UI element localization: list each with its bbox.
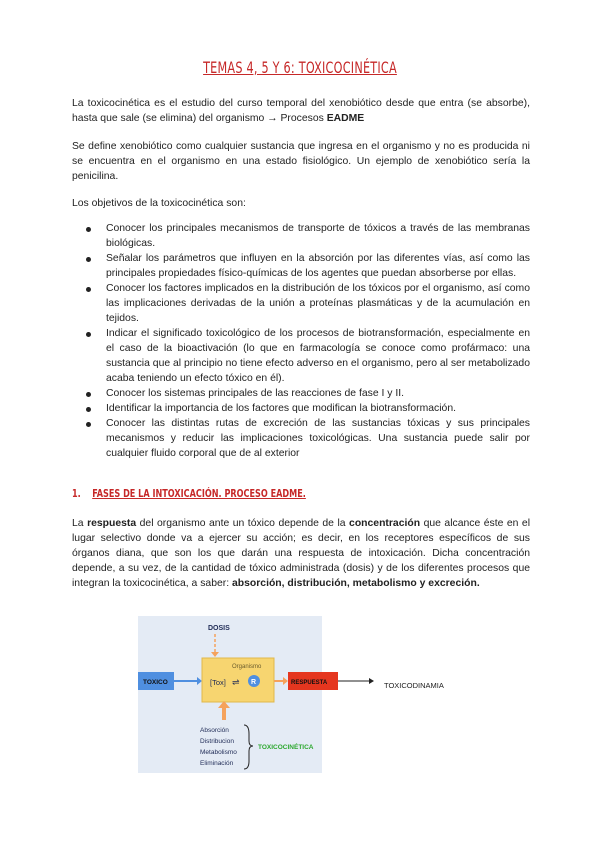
toxicodinamia-label: TOXICODINAMIA (384, 681, 444, 690)
process-metabolismo: Metabolismo (200, 749, 237, 756)
toxico-label: TOXICO (143, 679, 168, 686)
list-item: Señalar los parámetros que influyen en la absorción por las diferentes vías, así como las principales propiedades físico-químicas de los agentes que puedan absorberse por ellas. (72, 251, 530, 281)
list-item: Conocer las distintas rutas de excreción de las sustancias tóxicas y sus principales mecanismos y reducir las implicaciones toxicológicas. Una sustancia puede salir por cualquier fluido corporal que de al exterior (72, 416, 530, 461)
bullet-icon (86, 422, 91, 427)
section-title: FASES DE LA INTOXICACIÓN. PROCESO EADME. (92, 487, 306, 500)
bullet-icon (86, 407, 91, 412)
section-heading (72, 487, 306, 500)
toxicokinetics-diagram (138, 616, 462, 773)
list-item: Conocer los sistemas principales de las reacciones de fase I y II. (72, 386, 530, 401)
list-item: Conocer los principales mecanismos de transporte de tóxicos a través de las membranas biológicas. (72, 221, 530, 251)
intro-paragraph-3: Los objetivos de la toxicocinética son: (72, 198, 246, 209)
bullet-icon (86, 392, 91, 397)
bullet-icon (86, 287, 91, 292)
page-title: TEMAS 4, 5 Y 6: TOXICOCINÉTICA (203, 58, 397, 77)
bullet-icon (86, 332, 91, 337)
process-absorcion: Absorción (200, 727, 229, 734)
intro-paragraph-2: Se define xenobiótico como cualquier sustancia que ingresa en el organismo y no es producida ni se encuentra en el organismo en una estado fisiológico. Un ejemplo de xenobiótico sería la penicilina. (72, 141, 530, 182)
objectives-list (72, 221, 530, 461)
intro-paragraph-1: La toxicocinética es el estudio del curso temporal del xenobiótico desde que entra (se absorbe), hasta que sale (se elimina) del organismo → Procesos EADME (72, 98, 530, 124)
equilibrium-icon: ⇌ (232, 678, 240, 688)
process-eliminacion: Eliminación (200, 760, 234, 767)
list-item: Indicar el significado toxicológico de los procesos de biotransformación, especialmente en el caso de la bioactivación (lo que en farmacología se conoce como profármaco: una sustancia que al principio no tiene efecto adverso en el organismo, pero al ser metabolizado acaba teniendo un efecto tóxico en él). (72, 326, 530, 386)
bullet-icon (86, 227, 91, 232)
toxicocinetica-label: TOXICOCINÉTICA (258, 744, 314, 751)
list-item: Conocer los factores implicados en la distribución de los tóxicos por el organismo, así como las implicaciones derivadas de la unión a proteínas plasmáticas y de la acumulación en tejidos. (72, 281, 530, 326)
organismo-label: Organismo (232, 664, 262, 670)
bullet-icon (86, 257, 91, 262)
section-number: 1. (72, 487, 81, 500)
tox-concentration-label: [Tox] (210, 678, 226, 687)
process-distribucion: Distribucion (200, 738, 234, 745)
section-paragraph: La respuesta del organismo ante un tóxico depende de la concentración que alcance éste en el lugar selectivo donde va a ejercer su acción; es decir, en los receptores específicos de sus órganos diana, que son los que darán una respuesta de intoxicación. Dicha concentración depende, a su vez, de la cantidad de tóxico administrada (dosis) y de los diferentes procesos que integran la toxicocinética, a saber: absorción, distribución, metabolismo y excreción. (72, 518, 530, 589)
list-item: Identificar la importancia de los factores que modifican la biotransformación. (72, 401, 530, 416)
receptor-label: R (251, 679, 257, 686)
respuesta-label: RESPUESTA (291, 680, 328, 686)
dosis-label: DOSIS (208, 625, 230, 632)
toxicodinamia-arrowhead-icon (369, 678, 374, 684)
